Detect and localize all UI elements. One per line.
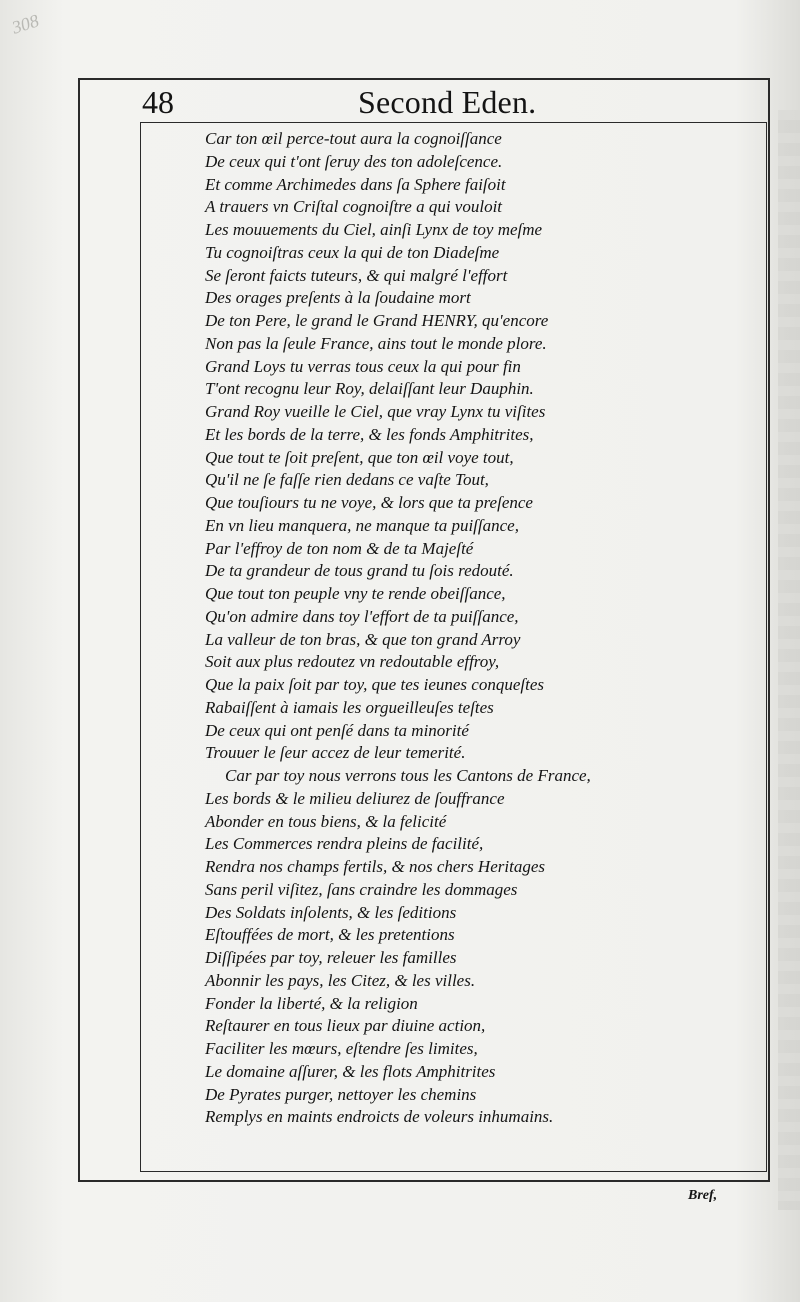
poem-line: Tu cognoiſtras ceux la qui de ton Diadeſme xyxy=(205,242,500,262)
poem-line: Non pas la ſeule France, ains tout le monde plore. xyxy=(205,333,547,353)
poem-line: Reſtaurer en tous lieux par diuine action, xyxy=(205,1016,486,1036)
poem-line: Par l'effroy de ton nom & de ta Majeſté xyxy=(205,538,474,558)
poem-line: Qu'il ne ſe faſſe rien dedans ce vaſte Tout, xyxy=(205,470,489,490)
poem-line: Les Commerces rendra pleins de facilité, xyxy=(205,834,484,854)
corner-mark: 308 xyxy=(9,10,42,38)
poem-line: Les bords & le milieu deliurez de ſouffrance xyxy=(205,788,505,808)
catchword: Bref, xyxy=(688,1188,718,1203)
header-rule xyxy=(140,122,767,123)
poem-line: Et les bords de la terre, & les fonds Amphitrites, xyxy=(205,424,534,444)
poem-line: Grand Loys tu verras tous ceux la qui pour fin xyxy=(205,356,521,376)
poem-line: Remplys en maints endroicts de voleurs inhumains. xyxy=(205,1107,554,1127)
facing-page-edge xyxy=(778,110,800,1210)
poem-line: Trouuer le ſeur accez de leur temerité. xyxy=(205,743,466,763)
page-number: 48 xyxy=(142,84,174,120)
poem-line: Grand Roy vueille le Ciel, que vray Lynx tu viſites xyxy=(205,402,546,421)
poem-line: Des Soldats inſolents, & les ſeditions xyxy=(205,902,457,922)
poem-line: Soit aux plus redoutez vn redoutable effroy, xyxy=(205,652,500,672)
poem-line: De ta grandeur de tous grand tu ſois redouté. xyxy=(205,561,514,581)
poem-line: Abonder en tous biens, & la felicité xyxy=(205,811,447,831)
poem-line: De ton Pere, le grand le Grand HENRY, qu'encore xyxy=(205,311,549,330)
poem-line: Eſtouffées de mort, & les pretentions xyxy=(205,925,455,945)
poem-line: Fonder la liberté, & la religion xyxy=(205,993,418,1013)
poem-line: Qu'on admire dans toy l'effort de ta puiſſance, xyxy=(205,606,519,626)
poem-line: Sans peril viſitez, ſans craindre les dommages xyxy=(205,879,518,899)
poem-line: Car ton œil perce-tout aura la cognoiſſance xyxy=(205,129,502,148)
poem-line: La valleur de ton bras, & que ton grand Arroy xyxy=(205,629,521,649)
poem-line: Que tout ton peuple vny te rende obeiſſance, xyxy=(205,584,506,603)
poem-line: Se ſeront faicts tuteurs, & qui malgré l'effort xyxy=(205,265,508,285)
poem-line: A trauers vn Criſtal cognoiſtre a qui vouloit xyxy=(205,197,503,217)
poem-line: Faciliter les mœurs, eſtendre ſes limites, xyxy=(205,1039,478,1058)
poem-line: T'ont recognu leur Roy, delaiſſant leur Dauphin. xyxy=(205,379,534,399)
poem-line: Que la paix ſoit par toy, que tes ieunes conqueſtes xyxy=(205,675,544,694)
poem-line: Et comme Archimedes dans ſa Sphere faiſoit xyxy=(205,174,506,194)
poem-line: Que touſiours tu ne voye, & lors que ta preſence xyxy=(205,493,533,512)
poem-line: De ceux qui t'ont ſeruy des ton adoleſcence. xyxy=(205,151,503,171)
running-title: Second Eden. xyxy=(358,84,537,120)
poem-line: Les mouuements du Ciel, ainſi Lynx de toy meſme xyxy=(205,220,543,239)
poem-line: De ceux qui ont penſé dans ta minorité xyxy=(205,720,469,740)
poem-line: Des orages preſents à la ſoudaine mort xyxy=(205,288,471,308)
poem-line: Abonnir les pays, les Citez, & les villes. xyxy=(205,970,476,990)
poem-line: De Pyrates purger, nettoyer les chemins xyxy=(205,1084,477,1104)
poem-line: Que tout te ſoit preſent, que ton œil voye tout, xyxy=(205,447,514,467)
poem-line: Car par toy nous verrons tous les Cantons de France, xyxy=(225,766,591,785)
poem-line: Rabaiſſent à iamais les orgueilleuſes teſtes xyxy=(205,697,494,717)
poem-line: Diſſipées par toy, releuer les familles xyxy=(205,948,457,967)
poem-text xyxy=(205,128,765,1129)
poem-line: En vn lieu manquera, ne manque ta puiſſance, xyxy=(205,515,519,535)
poem-line: Le domaine aſſurer, & les flots Amphitrites xyxy=(205,1061,496,1081)
poem-line: Rendra nos champs fertils, & nos chers Heritages xyxy=(205,857,545,876)
